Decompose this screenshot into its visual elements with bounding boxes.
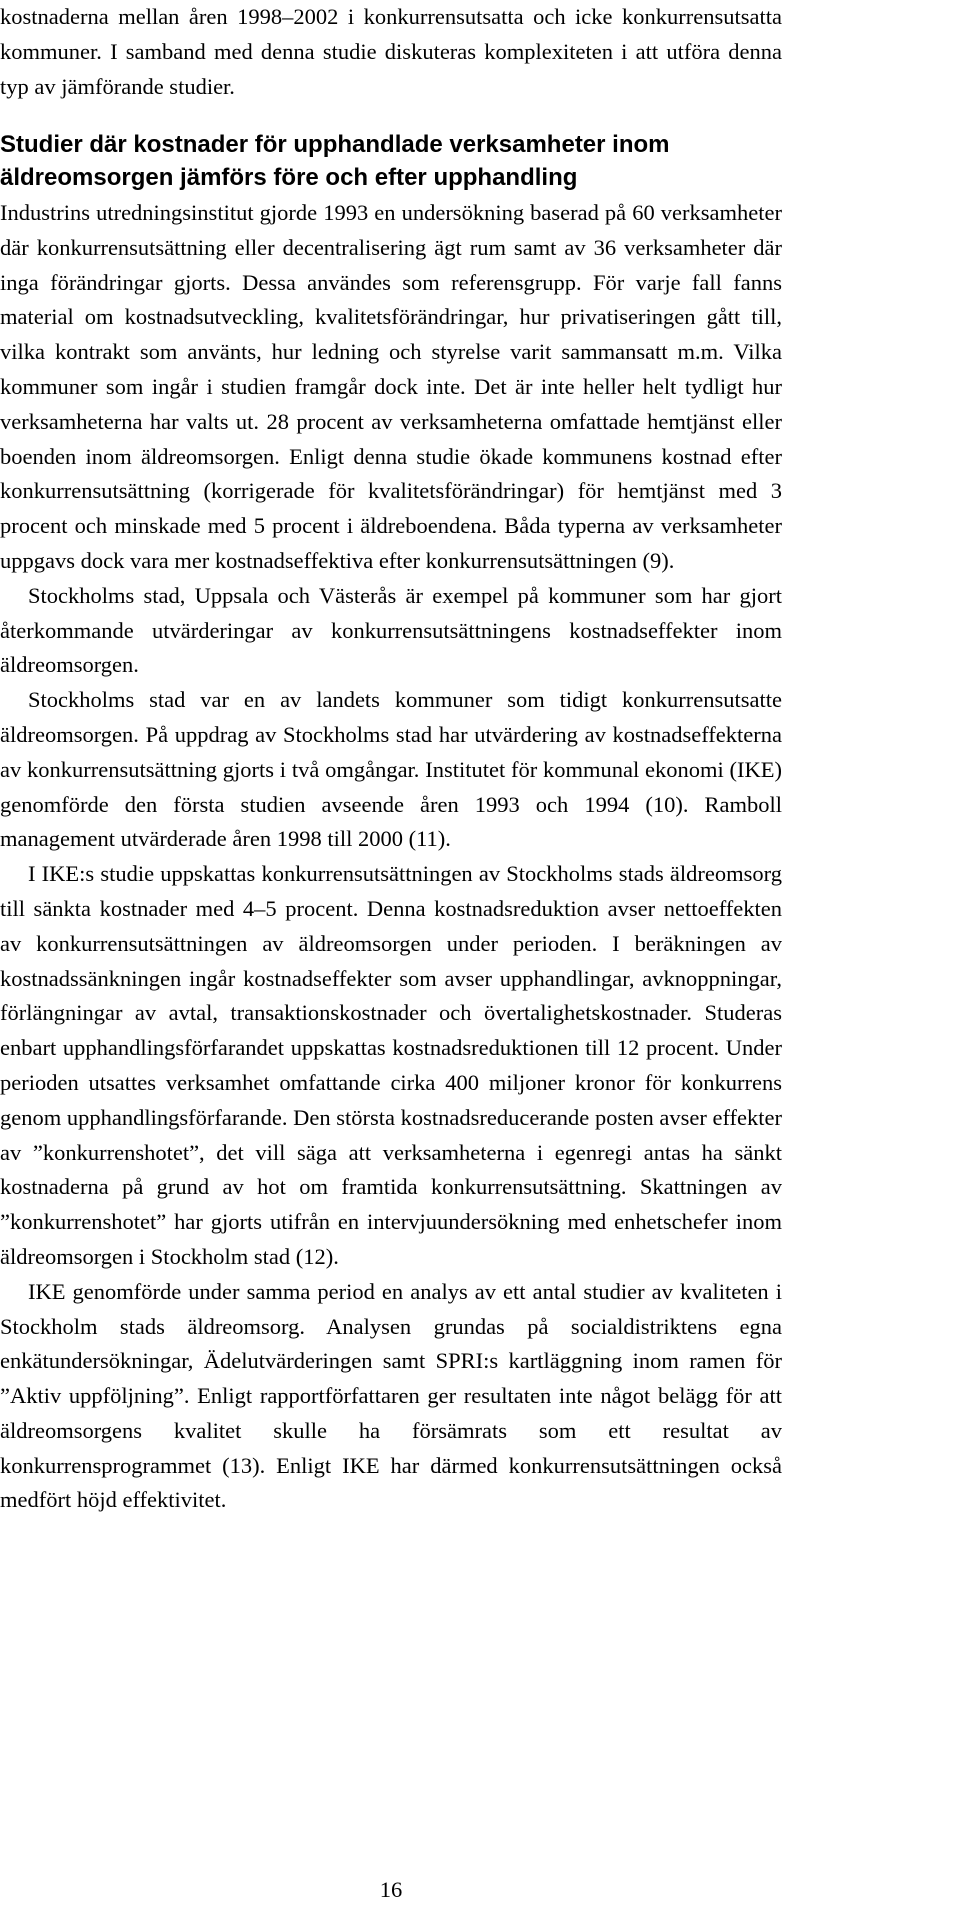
section-heading: Studier där kostnader för upphandlade verksamheter inom äldreomsorgen jämförs före och efter upphandling — [0, 131, 670, 191]
paragraph-method: Industrins utredningsinstitut gjorde 1993 en undersökning baserad på 60 verksamheter där konkurrensutsättning eller decentralisering ägt rum samt av 36 verksamheter där inga förändringar gjorts. Dessa användes som referensgrupp. För varje fall fanns material om kostnadsutveckling, kvalitetsförändringar, hur privatiseringen gått till, vilka kontrakt som använts, hur ledning och styrelse varit sammansatt m.m. Vilka kommuner som ingår i studien framgår dock inte. Det är inte heller helt tydligt hur verksamheterna har valts ut. 28 procent av verksamheterna omfattade hemtjänst eller boenden inom äldreomsorgen. Enligt denna studie ökade kommunens kostnad efter konkurrensutsättning (korrigerade för kvalitetsförändringar) för hemtjänst med 3 procent och minskade med 5 procent i äldreboendena. Båda typerna av verksamheter uppgavs dock vara mer kostnadseffektiva efter konkurrensutsättningen (9). — [0, 200, 782, 573]
main-text-block — [0, 196, 782, 1518]
intro-text-block — [0, 0, 782, 104]
paragraph-stockholm: Stockholms stad var en av landets kommuner som tidigt konkurrensutsatte äldreomsorgen. På uppdrag av Stockholms stad har utvärdering av kostnadseffekterna av konkurrensutsättning gjorts i två omgångar. Institutet för kommunal ekonomi (IKE) genomförde den första studien avseende åren 1993 och 1994 (10). Ramboll management utvärderade åren 1998 till 2000 (11). — [0, 687, 782, 852]
page-number: 16 — [379, 1877, 403, 1902]
paragraph-ike-study: I IKE:s studie uppskattas konkurrensutsättningen av Stockholms stads äldreomsorg till sänkta kostnader med 4–5 procent. Denna kostnadsreduktion avser nettoeffekten av konkurrensutsättningen av äldreomsorgen under perioden. I beräkningen av kostnadssänkningen ingår kostnadseffekter som avser upphandlingar, avknoppningar, förlängningar av avtal, transaktionskostnader och övertalighetskostnader. Studeras enbart upphandlingsförfarandet uppskattas kostnadsreduktionen till 12 procent. Under perioden utsattes verksamhet omfattande cirka 400 miljoner kronor för konkurrens genom upphandlingsförfarande. Den största kostnadsreducerande posten avser effekter av ”konkurrenshotet”, det vill säga att verksamheterna i egenregi antas ha sänkt kostnaderna på grund av hot om framtida konkurrensutsättning. Skattningen av ”konkurrenshotet” har gjorts utifrån en intervjuundersökning med enhetschefer inom äldreomsorgen i Stockholm stad (12). — [0, 861, 782, 1269]
intro-paragraph: kostnaderna mellan åren 1998–2002 i konkurrensutsatta och icke konkurrensutsatta kommuner. I samband med denna studie diskuteras komplexiteten i att utföra denna typ av jämförande studier. — [0, 4, 782, 99]
paragraph-municipalities: Stockholms stad, Uppsala och Västerås är exempel på kommuner som har gjort återkommande utvärderingar av konkurrensutsättningens kostnadseffekter inom äldreomsorgen. — [0, 582, 782, 678]
paragraph-ike-quality: IKE genomförde under samma period en analys av ett antal studier av kvaliteten i Stockholm stads äldreomsorg. Analysen grundas på socialdistriktens egna enkätundersökningar, Ädelutvärderingen samt SPRI:s kartläggning inom ramen för ”Aktiv uppföljning”. Enligt rapportförfattaren ger resultaten inte något belägg för att äldreomsorgens kvalitet skulle ha försämrats som ett resultat av konkurrensprogrammet (13). Enligt IKE har därmed konkurrensutsättningen också medfört höjd effektivitet. — [0, 1278, 782, 1513]
